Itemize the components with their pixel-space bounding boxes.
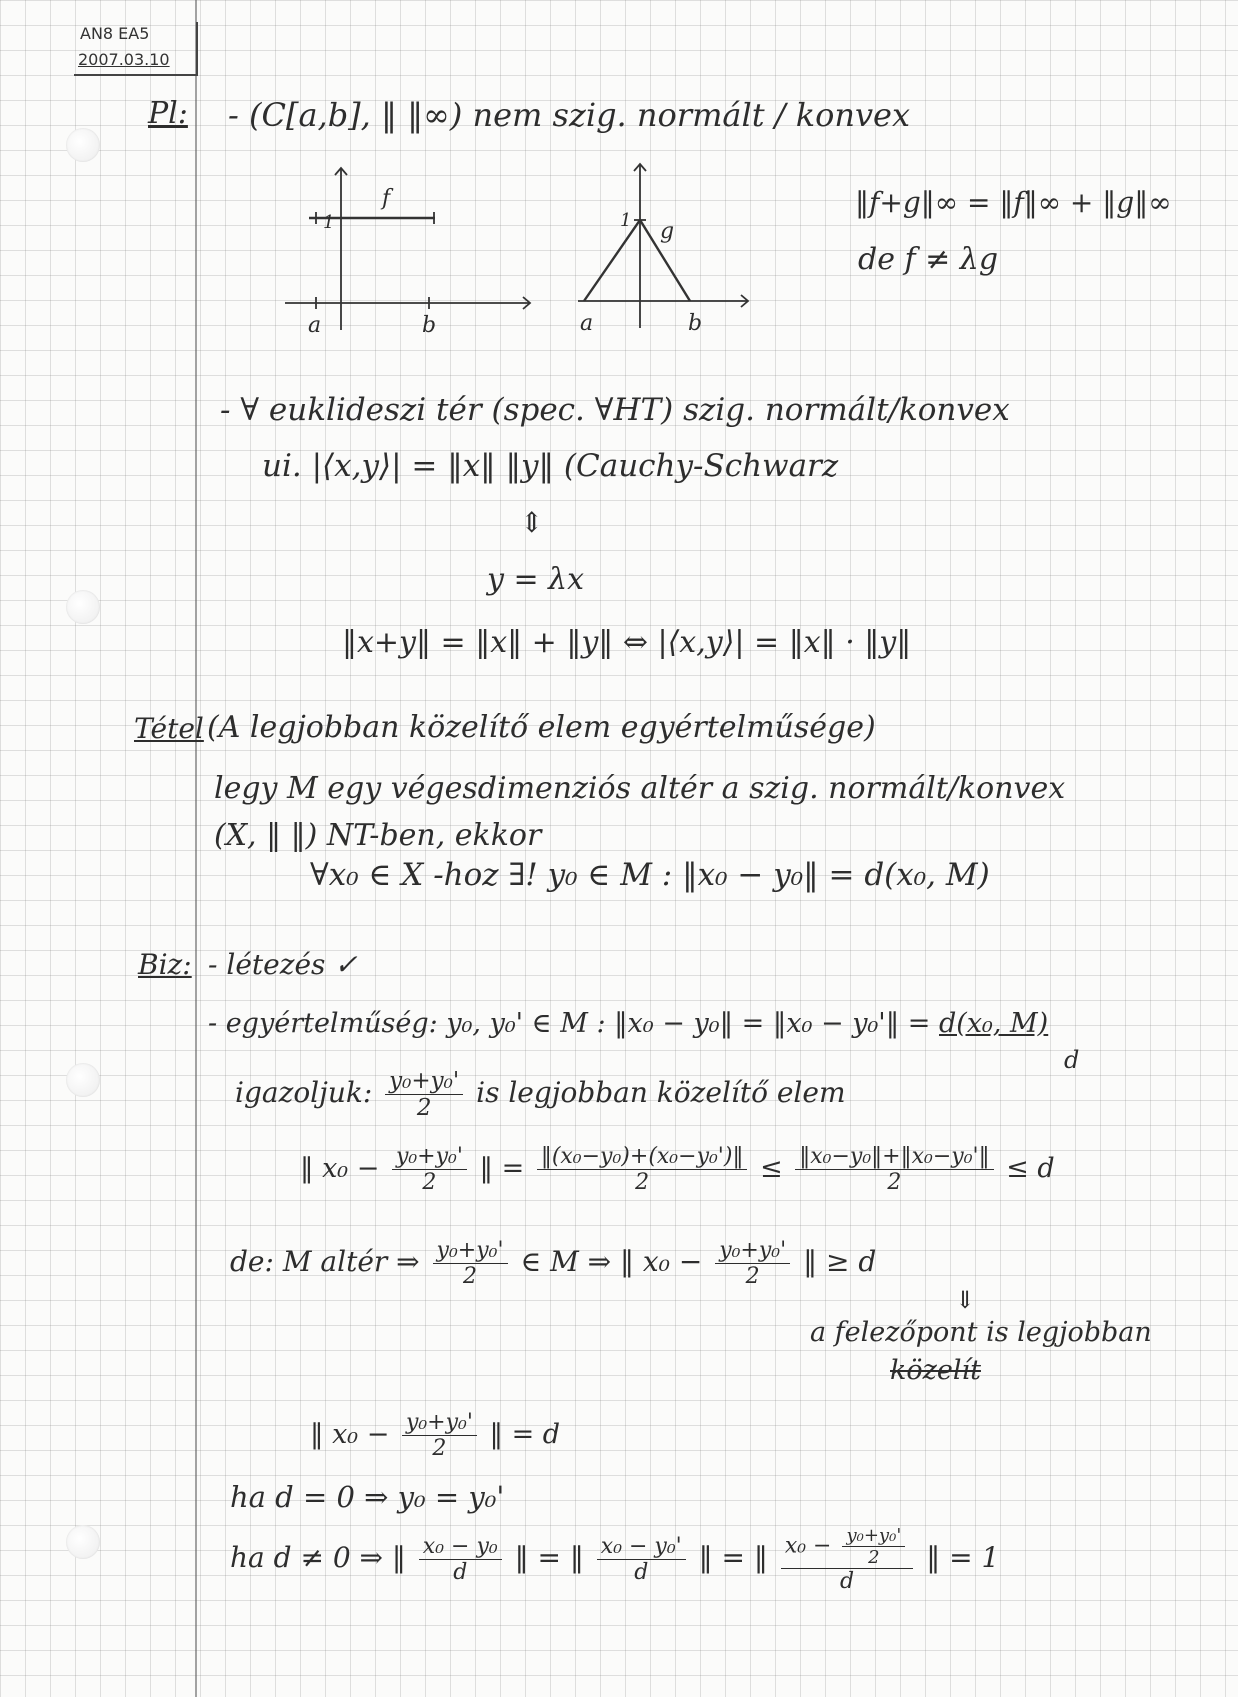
brace-label: d: [1064, 1046, 1080, 1074]
example-line-3: ui. |⟨x,y⟩| = ‖x‖ ‖y‖ (Cauchy-Schwarz: [262, 448, 839, 484]
midpoint-conclusion-1: a felezőpont is legjobban: [810, 1317, 1152, 1348]
plot-f: [275, 160, 535, 340]
midpoint-conclusion-2: közelít: [890, 1355, 981, 1386]
example-line-1: - (C[a,b], ‖ ‖∞) nem szig. normált / konvex: [228, 96, 911, 134]
fraction-numerator: y₀+y₀': [385, 1068, 463, 1095]
leq-sign: ≤: [760, 1153, 783, 1184]
fraction-denominator: 2: [745, 1264, 760, 1289]
fraction-numerator: ‖(x₀−y₀)+(x₀−y₀')‖: [537, 1144, 748, 1170]
fraction-denominator: d: [453, 1560, 468, 1585]
f-label: f: [382, 186, 391, 211]
midpoint-fraction: [385, 1068, 463, 1121]
theorem-line-2: (X, ‖ ‖) NT-ben, ekkor: [214, 818, 542, 853]
but-not-multiple: de f ≠ λg: [858, 242, 999, 277]
punch-hole: [66, 1525, 100, 1559]
lecture-date: 2007.03.10: [78, 50, 170, 69]
example-line-5: ‖x+y‖ = ‖x‖ + ‖y‖ ⇔ |⟨x,y⟩| = ‖x‖ · ‖y‖: [342, 625, 912, 660]
de-label: de:: [230, 1245, 274, 1278]
triangle-fraction: [795, 1144, 993, 1195]
fraction-numerator: y₀+y₀': [402, 1410, 477, 1436]
x0-term: x₀ −: [784, 1533, 832, 1559]
estimate-eq: ‖ =: [479, 1153, 533, 1184]
fraction-denominator: 2: [422, 1170, 437, 1195]
a-label: a: [308, 313, 322, 338]
b-label: b: [688, 311, 703, 336]
margin-line: [195, 0, 197, 1697]
midpoint-fraction: [715, 1238, 790, 1289]
normalized-fraction-2: [597, 1534, 686, 1585]
midpoint-fraction: [433, 1238, 508, 1289]
case2-left: ha d ≠ 0 ⇒ ‖: [230, 1541, 406, 1574]
implies-down-arrow: ⇓: [955, 1286, 976, 1314]
punch-hole: [66, 1063, 100, 1097]
punch-hole: [66, 590, 100, 624]
g-label: g: [660, 219, 675, 244]
plot-g: [578, 158, 778, 338]
normalized-fraction-3: [781, 1525, 913, 1594]
subspace-text: M altér ⇒: [282, 1245, 420, 1278]
case-d-zero: ha d = 0 ⇒ y₀ = y₀': [230, 1480, 505, 1514]
sum-fraction: [537, 1144, 748, 1195]
distance-left: ‖ x₀ −: [310, 1419, 390, 1450]
midpoint-distance: [310, 1410, 560, 1461]
fraction-denominator: d: [840, 1569, 855, 1594]
fraction-numerator: ‖x₀−y₀‖+‖x₀−y₀'‖: [795, 1144, 993, 1170]
example-label: Pl:: [148, 96, 188, 131]
header-stamp: [74, 22, 198, 76]
one-label: 1: [323, 212, 335, 233]
equals-sign: ‖ = ‖: [514, 1541, 584, 1574]
claim-rest: is legjobban közelítő elem: [476, 1076, 846, 1109]
estimate-line: [300, 1144, 1055, 1195]
estimate-left: ‖ x₀ −: [300, 1153, 380, 1184]
fraction-denominator: 2: [463, 1264, 478, 1289]
proof-claim: [235, 1068, 846, 1121]
equals-one: ‖ = 1: [926, 1541, 1000, 1574]
normalized-fraction-1: [419, 1534, 502, 1585]
equals-sign: ‖ = ‖: [698, 1541, 768, 1574]
in-subspace: ∈ M ⇒ ‖ x₀ −: [520, 1245, 703, 1278]
midpoint-fraction: [842, 1525, 905, 1568]
fraction-denominator: 2: [868, 1547, 880, 1568]
example-line-4: y = λx: [487, 562, 585, 597]
fraction-numerator: y₀+y₀': [715, 1238, 790, 1264]
theorem-line-1: legy M egy végesdimenziós altér a szig. normált/konvex: [214, 771, 1066, 806]
case-d-nonzero: [230, 1525, 999, 1594]
fraction-numerator: [781, 1525, 913, 1569]
fraction-numerator: y₀+y₀': [842, 1525, 905, 1547]
leq-d: ≤ d: [1006, 1153, 1055, 1184]
a-label: a: [580, 311, 594, 336]
distance-term: d(x₀, M): [939, 1008, 1049, 1039]
b-label: b: [422, 313, 437, 338]
g-graph: [584, 220, 690, 301]
fraction-denominator: 2: [635, 1170, 650, 1195]
midpoint-fraction: [392, 1144, 467, 1195]
fraction-denominator: 2: [416, 1095, 432, 1121]
claim-text: igazoljuk:: [235, 1076, 373, 1109]
fraction-numerator: x₀ − y₀': [597, 1534, 686, 1560]
midpoint-fraction: [402, 1410, 477, 1461]
theorem-line-3: ∀x₀ ∈ X -hoz ∃! y₀ ∈ M : ‖x₀ − y₀‖ = d(x₀, M): [310, 857, 990, 893]
fraction-numerator: x₀ − y₀: [419, 1534, 502, 1560]
fraction-denominator: d: [634, 1560, 649, 1585]
one-label: 1: [620, 210, 632, 231]
punch-hole: [66, 128, 100, 162]
geq-d: ‖ ≥ d: [803, 1245, 877, 1278]
proof-label: Biz:: [138, 948, 192, 981]
uniqueness-text: - egyértelműség: y₀, y₀' ∈ M : ‖x₀ − y₀‖ = ‖x₀ − y₀'‖ =: [208, 1008, 939, 1039]
theorem-label: Tétel: [134, 712, 204, 745]
theorem-title: (A legjobban közelítő elem egyértelműsége): [207, 710, 876, 745]
distance-right: ‖ = d: [489, 1419, 561, 1450]
proof-uniqueness: [208, 1008, 1048, 1039]
proof-existence: - létezés ✓: [208, 948, 358, 981]
fraction-numerator: y₀+y₀': [433, 1238, 508, 1264]
iff-arrow: ⇕: [520, 506, 544, 539]
course-code: AN8 EA5: [80, 24, 150, 43]
fraction-denominator: 2: [887, 1170, 902, 1195]
fraction-denominator: 2: [432, 1436, 447, 1461]
norm-equality: ‖f+g‖∞ = ‖f‖∞ + ‖g‖∞: [855, 186, 1172, 219]
subspace-line: [230, 1238, 876, 1289]
example-line-2: - ∀ euklideszi tér (spec. ∀HT) szig. normált/konvex: [220, 392, 1010, 428]
fraction-numerator: y₀+y₀': [392, 1144, 467, 1170]
